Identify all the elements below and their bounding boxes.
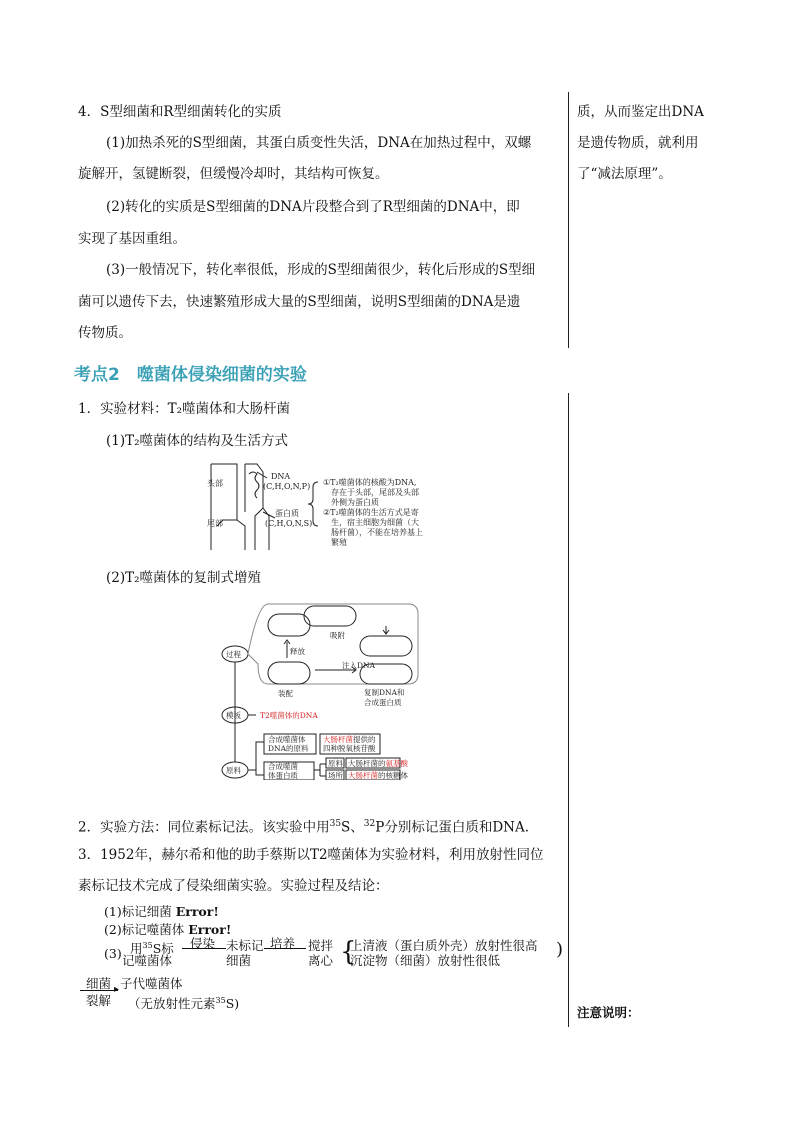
step-1-text: (1)标记细菌	[104, 904, 172, 919]
label-protein: 蛋白质	[275, 509, 299, 518]
arrow-culture-label: 培养	[270, 936, 296, 951]
step-3-bottom	[80, 976, 380, 1010]
label-replicate-2: 合成蛋白质	[364, 698, 402, 707]
item-2-text-a: 2．实验方法：同位素标记法。该实验中用	[78, 819, 330, 836]
column-divider-top	[568, 92, 569, 348]
label-process: 过程	[226, 650, 241, 659]
step-3-num: (3)	[104, 946, 122, 961]
column-divider-bottom	[568, 393, 569, 1027]
note-2-line-4: 繁殖	[331, 538, 347, 547]
section-heading-4: 4．S型细菌和R型细菌转化的实质	[78, 104, 282, 120]
phage-structure-figure	[205, 462, 445, 554]
bottom-progeny: 子代噬菌体	[120, 976, 183, 991]
label-assemble: 装配	[278, 689, 293, 698]
label-tail: 尾部	[207, 519, 223, 528]
result-line-1: 上清液（蛋白质外壳）放射性很高	[350, 938, 538, 953]
note-2-line-3: 肠杆菌），不能在培养基上	[331, 528, 423, 537]
step-2-text: (2)标记噬菌体	[104, 922, 185, 937]
bottom-note: （无放射性元素$^{35}$S)	[128, 996, 240, 1012]
label-site: 场所	[328, 771, 343, 780]
svg-text:大肠杆菌的核糖体	[348, 770, 408, 780]
side-note-attention: 注意说明：	[577, 1005, 640, 1020]
label-adsorb: 吸附	[330, 631, 345, 640]
label-dna-raw-2: DNA的原料	[268, 744, 309, 753]
item-3-line-2: 素标记技术完成了侵染细菌实验。实验过程及结论：	[78, 878, 389, 894]
bottom-arrow	[80, 990, 118, 991]
paragraph-3-line-1: (3)一般情况下，转化率很低，形成的S型细菌很少，转化后形成的S型细	[106, 262, 536, 278]
label-prot-raw-1: 合成噬菌	[268, 762, 298, 771]
step-3	[104, 938, 564, 972]
label-raw-val-red: 氨基酸	[385, 759, 408, 768]
note-1-line-2: 存在于头部，尾部及头部	[331, 488, 419, 497]
note-1-line-3: 外侧为蛋白质	[331, 498, 379, 507]
label-template-text: T2噬菌体的DNA	[260, 711, 318, 720]
bottom-bacteria: 细菌	[86, 976, 112, 991]
note-2-line-1: ②T₂噬菌体的生活方式是寄	[323, 508, 419, 517]
side-note-line-1: 质，从而鉴定出DNA	[577, 104, 704, 120]
bottom-arrow-head: ▸	[114, 984, 120, 995]
arrow-culture	[264, 948, 306, 949]
item-2-s: S、	[341, 819, 364, 836]
result-brace: {	[340, 937, 357, 967]
label-raw: 原料	[328, 759, 343, 768]
svg-text:大肠杆菌的氨基酸	[348, 758, 408, 768]
label-site-val-red: 大肠杆菌	[348, 771, 378, 780]
item-1-heading: 1．实验材料：T₂噬菌体和大肠杆菌	[78, 401, 291, 417]
note-1-line-1: ①T₂噬菌体的核酸为DNA,	[323, 478, 417, 487]
step-3-a-top: 用$^{35}$S标	[130, 941, 174, 957]
note-2-line-2: 生，宿主细胞为细菌（大	[331, 518, 419, 527]
label-replicate-1: 复制DNA和	[364, 688, 405, 697]
paragraph-1-line-1: (1)加热杀死的S型细菌，其蛋白质变性失活，DNA在加热过程中，双螺	[106, 135, 532, 151]
label-dna-raw-1: 合成噬菌体	[268, 735, 306, 744]
item-2	[78, 814, 529, 838]
bottom-lyse: 裂解	[86, 993, 112, 1008]
item-3-line-1: 3．1952年，赫尔希和他的助手蔡斯以T2噬菌体为实验材料，利用放射性同位	[78, 847, 544, 863]
paragraph-3-line-3: 传物质。	[78, 325, 132, 341]
phage-replication-figure	[220, 602, 440, 780]
item-1-sub-1: (1)T₂噬菌体的结构及生活方式	[106, 433, 289, 449]
paragraph-1-line-2: 旋解开，氢键断裂，但缓慢冷却时，其结构可恢复。	[78, 166, 389, 182]
item-2-sup-35: 35	[329, 819, 342, 829]
item-1-sub-2: (2)T₂噬菌体的复制式增殖	[106, 570, 262, 586]
svg-text:大肠杆菌提供的	[323, 734, 376, 744]
paragraph-2-line-2: 实现了基因重组。	[78, 231, 186, 247]
step-2-error: Error!	[188, 922, 232, 937]
label-prot-raw-2: 体蛋白质	[268, 771, 298, 780]
label-site-val-b: 的核糖体	[378, 771, 408, 780]
result-close-paren: )	[556, 939, 564, 960]
label-release: 释放	[290, 647, 305, 656]
label-head: 头部	[207, 479, 223, 488]
arrow-infect-label: 侵染	[190, 936, 216, 951]
label-dna-raw-r1: 提供的	[353, 735, 376, 744]
paragraph-3-line-2: 菌可以遗传下去，快速繁殖形成大量的S型细菌，说明S型细菌的DNA是遗	[78, 294, 521, 310]
step-3-c-top: 搅拌	[308, 938, 334, 953]
label-dna-elements: (C,H,O,N,P)	[263, 482, 311, 491]
step-1	[104, 902, 219, 920]
paragraph-2-line-1: (2)转化的实质是S型细菌的DNA片段整合到了R型细菌的DNA中，即	[106, 199, 520, 215]
label-material: 原料	[226, 766, 241, 775]
item-2-sup-32: 32	[363, 819, 376, 829]
side-note-line-2: 是遗传物质，就利用	[577, 135, 699, 151]
step-3-c-bottom: 离心	[308, 953, 334, 968]
arrow-infect	[182, 948, 226, 949]
side-note-line-3: 了“减法原理”。	[577, 166, 672, 182]
label-raw-val-a: 大肠杆菌的	[348, 759, 386, 768]
label-inject: 注入DNA	[342, 661, 375, 670]
label-template: 模板	[226, 711, 241, 720]
step-3-b-top: 未标记	[226, 938, 264, 953]
result-line-2: 沉淀物（细菌）放射性很低	[350, 953, 501, 968]
step-1-error: Error!	[175, 904, 219, 919]
step-3-a-bottom: 记噬菌体	[122, 953, 173, 968]
label-dna: DNA	[271, 472, 291, 481]
label-dna-raw-red: 大肠杆菌	[323, 735, 353, 744]
label-dna-raw-r2: 四种脱氧核苷酸	[323, 744, 376, 753]
step-3-b-bottom: 细菌	[226, 953, 252, 968]
label-protein-elements: (C,H,O,N,S)	[265, 519, 313, 528]
section-title-2: 考点2 噬菌体侵染细菌的实验	[74, 365, 307, 385]
item-2-text-b: P分别标记蛋白质和DNA.	[375, 819, 530, 836]
